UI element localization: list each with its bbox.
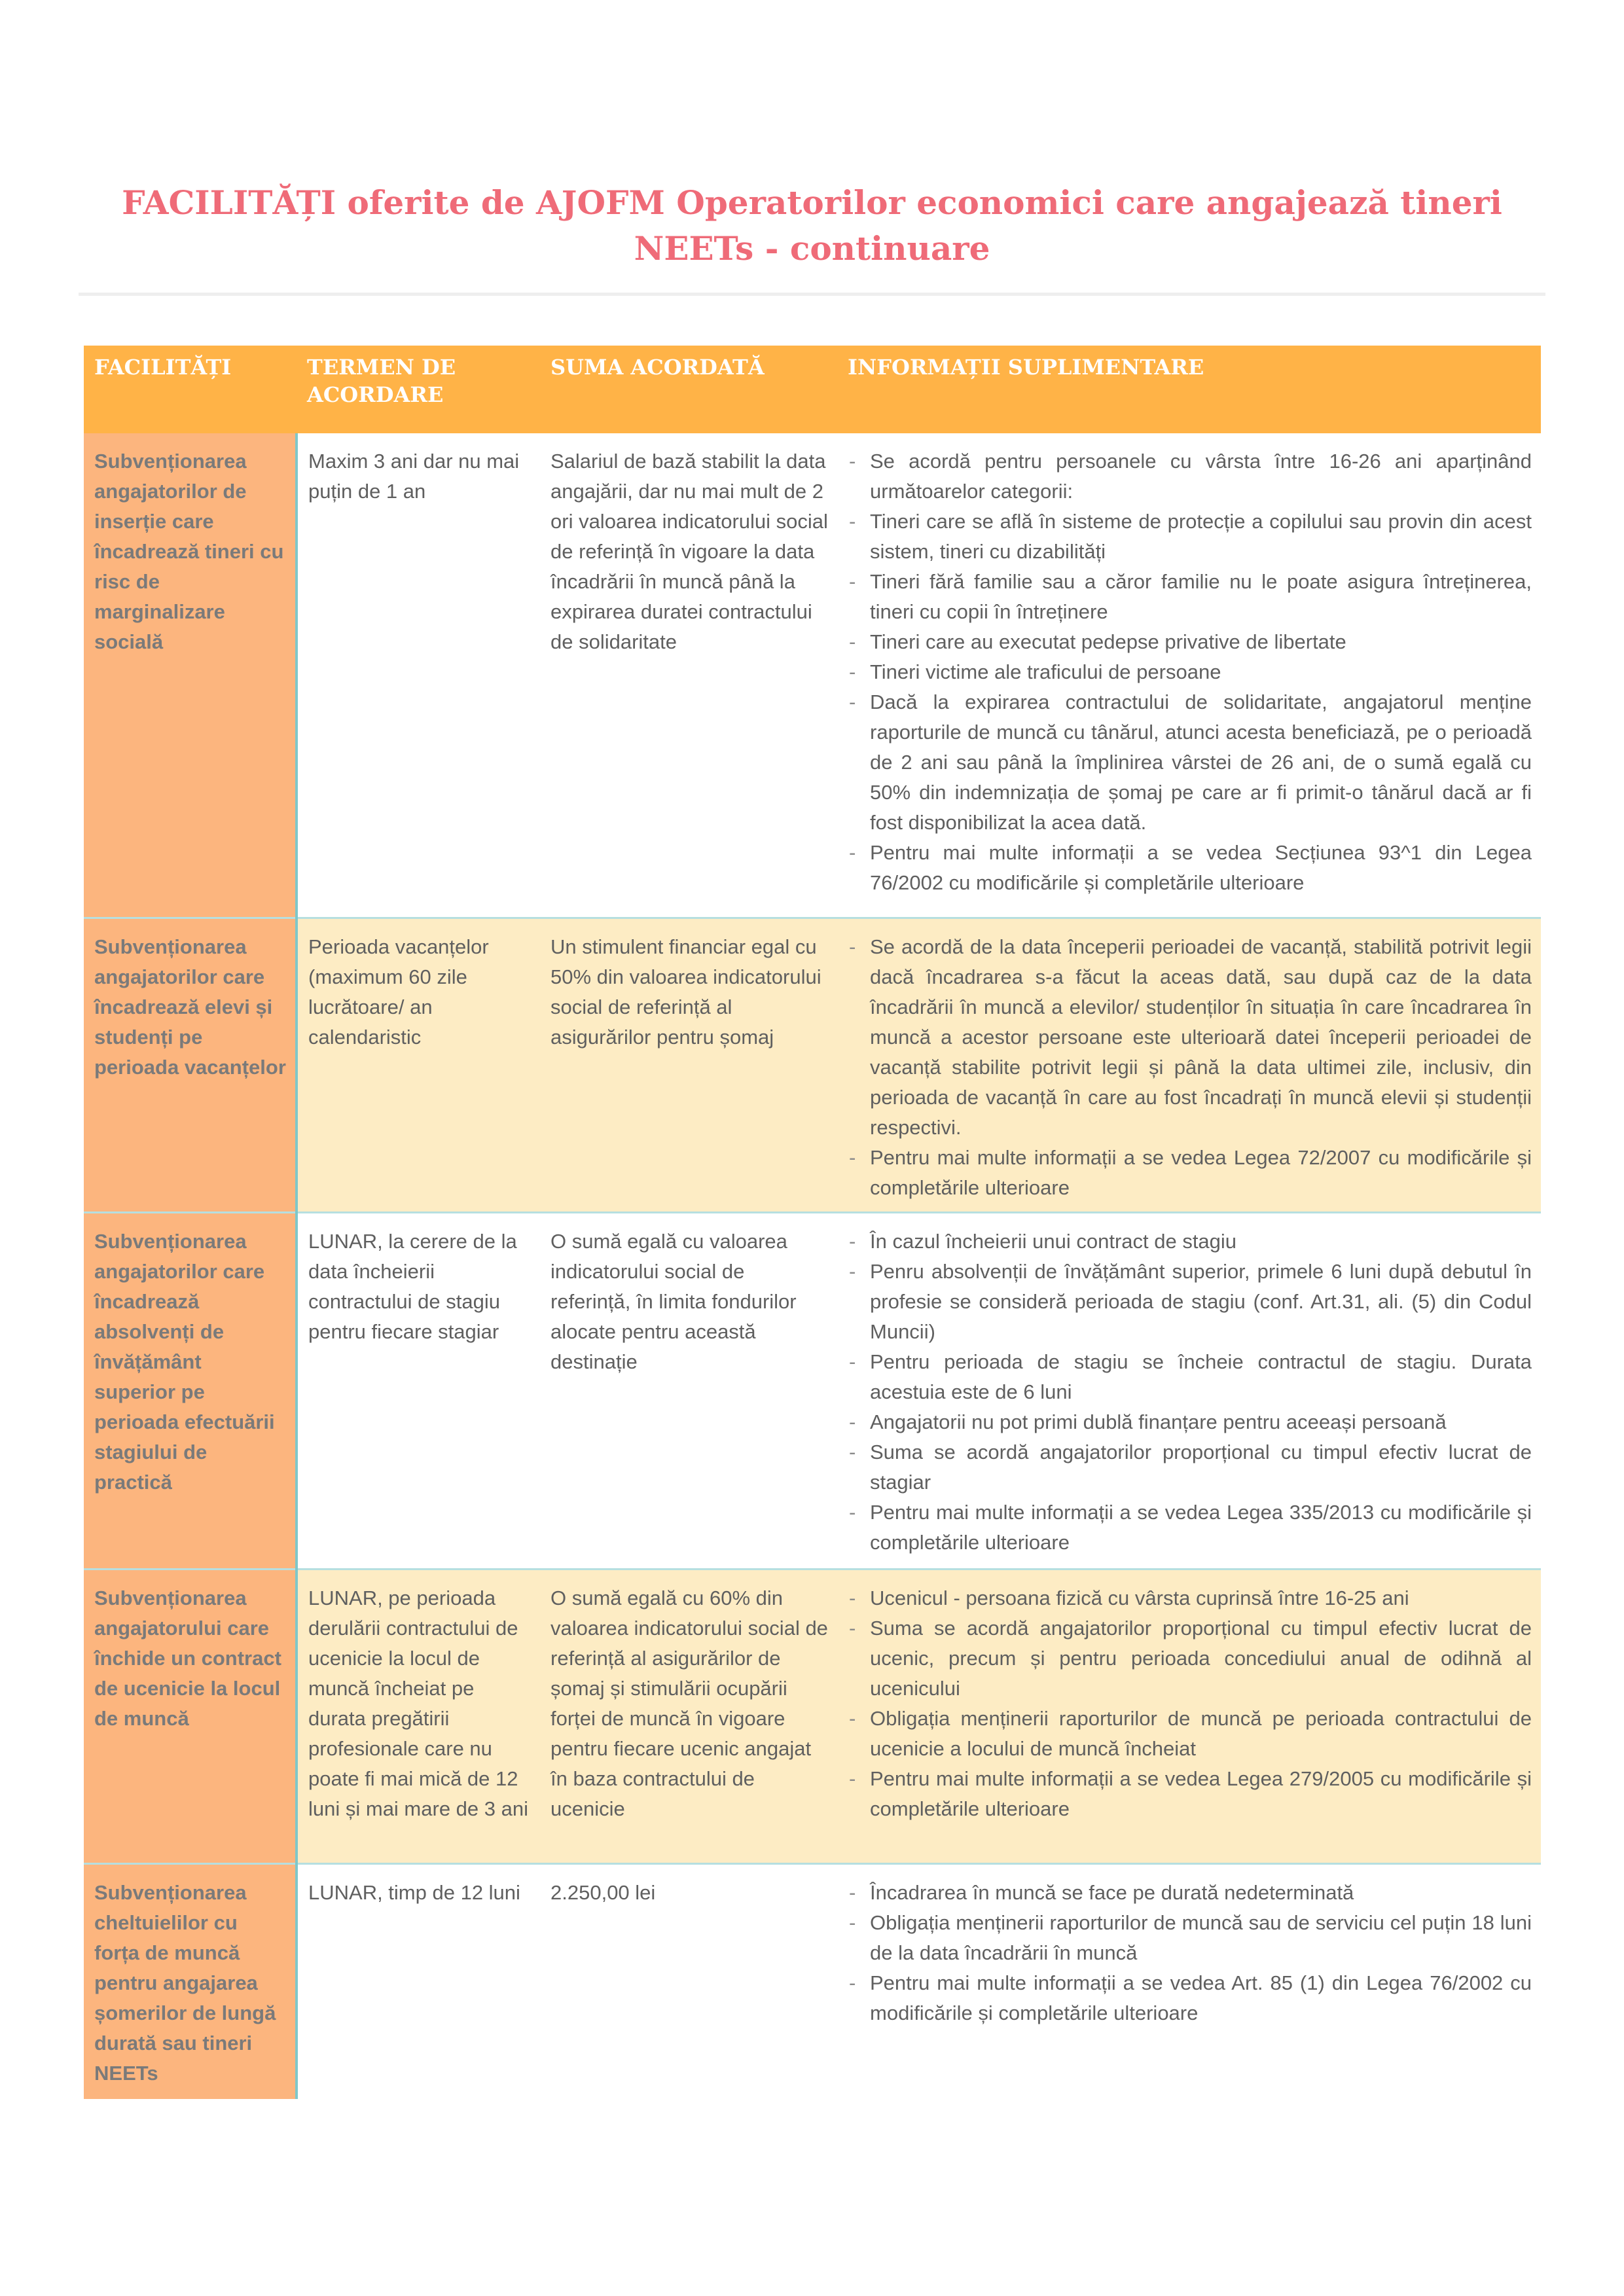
column-header-suma: SUMA ACORDATĂ [540,346,837,433]
info-item: - Pentru mai multe informații a se vedea Art. 85 (1) din Legea 76/2002 cu modificările și completările ulterioare [848,1968,1532,2028]
term-cell: LUNAR, la cerere de la data încheierii contractului de stagiu pentru fiecare stagiar [297,1212,540,1569]
term-cell: Maxim 3 ani dar nu mai puțin de 1 an [297,433,540,918]
info-item: - Pentru perioada de stagiu se încheie contractul de stagiu. Durata acestuia este de 6 luni [848,1347,1532,1407]
info-item: - Tineri fără familie sau a căror familie nu le poate asigura întreținerea, tineri cu copii în întreținere [848,567,1532,627]
info-item: - Dacă la expirarea contractului de solidaritate, angajatorul menține raporturile de muncă cu tânărul, atunci acesta beneficiază, pe o perioadă de 2 ani sau până la împlinirea vârstei de 26 ani, de o sumă egală cu 50% din indemnizația de șomaj pe care ar fi primit-o tânărul dacă ar fi fost disponibilizat la acea dată. [848,687,1532,838]
info-item: - În cazul încheierii unui contract de stagiu [848,1227,1532,1257]
info-item: - Tineri victime ale traficului de persoane [848,657,1532,687]
table-row [84,1212,1541,1569]
facility-name-cell: Subvenționarea cheltuielilor cu forța de muncă pentru angajarea șomerilor de lungă durată sau tineri NEETs [84,1863,297,2099]
info-item: - Tineri care au executat pedepse privative de libertate [848,627,1532,657]
amount-cell: O sumă egală cu valoarea indicatorului social de referință, în limita fondurilor alocate pentru această destinație [540,1212,837,1569]
info-item: - Pentru mai multe informații a se vedea Legea 335/2013 cu modificările și completările ulterioare [848,1498,1532,1558]
info-item: - Se acordă de la data începerii perioadei de vacanță, stabilită potrivit legii dacă încadrarea s-a făcut la aceas dată, sau după caz de la data încadrării în muncă a elevilor/ studenților în situația în care încadrarea în muncă a acestor persoane este ulterioară datei începerii perioadei de vacanță stabilite potrivit legii și până la data ultimei zile, inclusiv, din perioada de vacanță în care au fost încadrați în muncă elevii și studenții respectivi. [848,932,1532,1143]
column-header-facilitati: FACILITĂȚI [84,346,297,433]
term-cell: LUNAR, timp de 12 luni [297,1863,540,2099]
info-item: - Încadrarea în muncă se face pe durată nedeterminată [848,1878,1532,1908]
info-item: - Se acordă pentru persoanele cu vârsta între 16-26 ani aparținând următoarelor categorii: [848,446,1532,507]
info-list [848,1227,1532,1558]
amount-cell: 2.250,00 lei [540,1863,837,2099]
info-list [848,932,1532,1203]
info-cell [837,918,1541,1212]
term-cell: LUNAR, pe perioada derulării contractului de ucenicie la locul de muncă încheiat pe durata pregătirii profesionale care nu poate fi mai mică de 12 luni și mai mare de 3 ani [297,1569,540,1863]
info-cell [837,1863,1541,2099]
table-row [84,1569,1541,1863]
info-cell [837,433,1541,918]
info-item: - Angajatorii nu pot primi dublă finanțare pentru aceeași persoană [848,1407,1532,1437]
table-row [84,1863,1541,2099]
column-header-informatii: INFORMAȚII SUPLIMENTARE [837,346,1541,433]
facility-name-cell: Subvenționarea angajatorilor de inserție care încadrează tineri cu risc de marginalizare socială [84,433,297,918]
info-list [848,1583,1532,1824]
info-item: - Tineri care se află în sisteme de protecție a copilului sau provin din acest sistem, tineri cu dizabilități [848,507,1532,567]
info-item: - Obligația menținerii raporturilor de muncă sau de serviciu cel puțin 18 luni de la data încadrării în muncă [848,1908,1532,1968]
info-item: - Suma se acordă angajatorilor proporțional cu timpul efectiv lucrat de ucenic, precum și pentru perioada concediului anual de odihnă al ucenicului [848,1613,1532,1704]
title-divider [79,293,1545,296]
facilities-table [84,346,1541,2099]
info-item: - Pentru mai multe informații a se vedea Legea 279/2005 cu modificările și completările ulterioare [848,1764,1532,1824]
info-cell [837,1212,1541,1569]
facility-name-cell: Subvenționarea angajatorilor care încadrează absolvenți de învățământ superior pe perioada efectuării stagiului de practică [84,1212,297,1569]
facility-name-cell: Subvenționarea angajatorilor care încadrează elevi și studenți pe perioada vacanțelor [84,918,297,1212]
info-list [848,1878,1532,2028]
term-cell: Perioada vacanțelor (maximum 60 zile lucrătoare/ an calendaristic [297,918,540,1212]
info-item: - Obligația menținerii raporturilor de muncă pe perioada contractului de ucenicie a locului de muncă încheiat [848,1704,1532,1764]
info-list [848,446,1532,898]
amount-cell: O sumă egală cu 60% din valoarea indicatorului social de referință al asigurărilor de șomaj și stimulării ocupării forței de muncă în vigoare pentru fiecare ucenic angajat în baza contractului de ucenicie [540,1569,837,1863]
amount-cell: Salariul de bază stabilit la data angajării, dar nu mai mult de 2 ori valoarea indicatorului social de referință în vigoare la data încadrării în muncă până la expirarea duratei contractului de solidaritate [540,433,837,918]
column-header-termen: TERMEN DE ACORDARE [297,346,540,433]
info-item: - Pentru mai multe informații a se vedea Legea 72/2007 cu modificările și completările ulterioare [848,1143,1532,1203]
table-header-row [84,346,1541,433]
page-title: FACILITĂȚI oferite de AJOFM Operatorilor economici care angajează tineri NEETs - continuare [122,183,1502,268]
table-row [84,433,1541,918]
table-row [84,918,1541,1212]
info-item: - Ucenicul - persoana fizică cu vârsta cuprinsă între 16-25 ani [848,1583,1532,1613]
facility-name-cell: Subvenționarea angajatorului care închide un contract de ucenicie la locul de muncă [84,1569,297,1863]
info-item: - Penru absolvenții de învățământ superior, primele 6 luni după debutul în profesie se consideră perioada de stagiu (conf. Art.31, ali. (5) din Codul Muncii) [848,1257,1532,1347]
info-cell [837,1569,1541,1863]
amount-cell: Un stimulent financiar egal cu 50% din valoarea indicatorului social de referință al asigurărilor pentru șomaj [540,918,837,1212]
info-item: - Pentru mai multe informații a se vedea Secțiunea 93^1 din Legea 76/2002 cu modificările și completările ulterioare [848,838,1532,898]
info-item: - Suma se acordă angajatorilor proporțional cu timpul efectiv lucrat de stagiar [848,1437,1532,1498]
